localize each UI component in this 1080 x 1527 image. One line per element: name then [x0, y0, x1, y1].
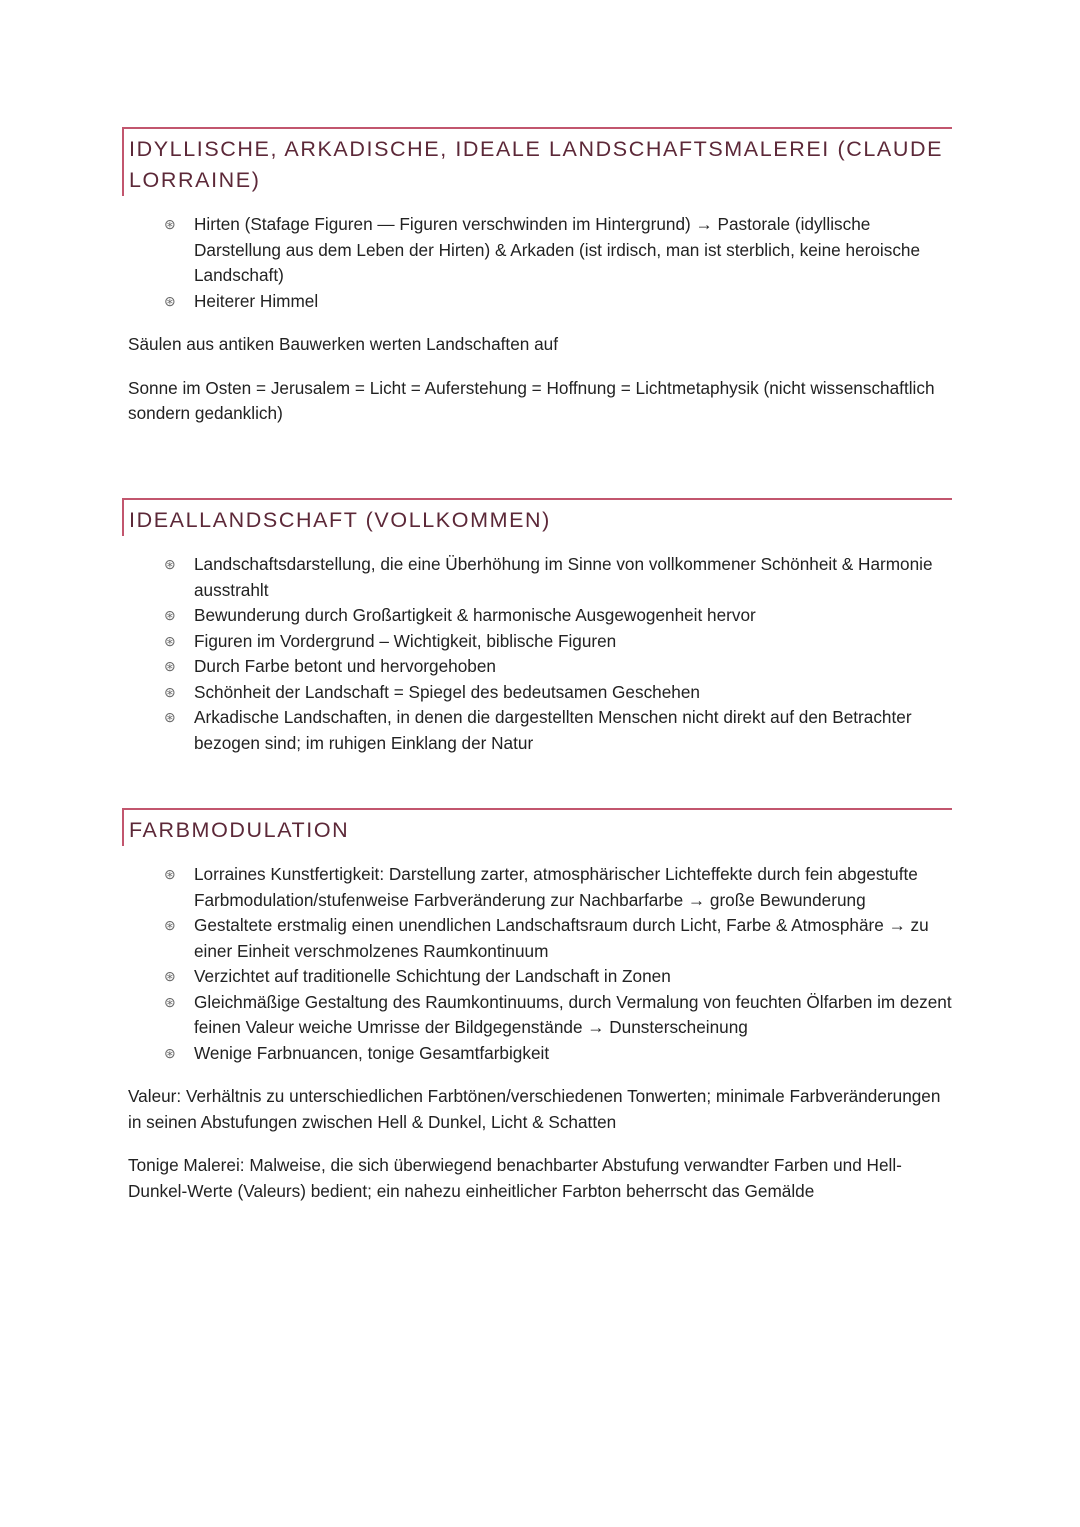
- list-item: ⊛ Durch Farbe betont und hervorgehoben: [194, 654, 952, 680]
- list-item: ⊛ Bewunderung durch Großartigkeit & harmonische Ausgewogenheit hervor: [194, 603, 952, 629]
- bullet-icon: ⊛: [164, 993, 176, 1010]
- bullet-icon: ⊛: [164, 658, 176, 674]
- bullet-icon: ⊛: [164, 556, 176, 572]
- paragraph: Valeur: Verhältnis zu unterschiedlichen Farbtönen/verschiedenen Tonwerten; minimale Farbveränderungen in seinen Abstufungen zwischen Hell & Dunkel, Licht & Schatten: [128, 1086, 941, 1132]
- bullet-icon: ⊛: [164, 866, 176, 882]
- section-heading: IDEALLANDSCHAFT (VOLLKOMMEN): [122, 498, 952, 536]
- list-item: ⊛ Lorraines Kunstfertigkeit: Darstellung zarter, atmosphärischer Lichteffekte durch fein abgestufte Farbmodulation/stufenweise Farbveränderung zur Nachbarfarbe → große Bewunderung: [164, 864, 918, 910]
- bullet-list: [122, 552, 952, 756]
- bullet-list: [122, 212, 952, 314]
- section-heading: FARBMODULATION: [122, 808, 952, 846]
- bullet-list: [122, 862, 952, 1066]
- bullet-icon: ⊛: [164, 917, 176, 933]
- section-heading: IDYLLISCHE, ARKADISCHE, IDEALE LANDSCHAFTSMALEREI (CLAUDE LORRAINE): [122, 127, 952, 196]
- list-item: ⊛ Wenige Farbnuancen, tonige Gesamtfarbigkeit: [194, 1041, 952, 1067]
- bullet-icon: ⊛: [164, 632, 176, 649]
- section-idyllic: [122, 127, 952, 427]
- list-item: ⊛ Heiterer Himmel: [194, 289, 952, 315]
- list-item: ⊛ Hirten (Stafage Figuren — Figuren verschwinden im Hintergrund) → Pastorale (idyllische Darstellung aus dem Leben der Hirten) & Arkaden (ist irdisch, man ist sterblich, keine heroische Landschaft): [164, 214, 921, 285]
- bullet-icon: ⊛: [164, 709, 176, 725]
- bullet-icon: ⊛: [164, 968, 176, 984]
- bullet-icon: ⊛: [164, 683, 176, 700]
- paragraph: Tonige Malerei: Malweise, die sich überwiegend benachbarter Abstufung verwandter Farben und Hell-Dunkel-Werte (Valeurs) bedient; ein nahezu einheitlicher Farbton beherrscht das Gemälde: [128, 1155, 902, 1201]
- list-item: ⊛ Arkadische Landschaften, in denen die dargestellten Menschen nicht direkt auf den Betrachter bezogen sind; im ruhigen Einklang der Natur: [164, 707, 912, 753]
- bullet-icon: ⊛: [164, 607, 176, 623]
- section-ideal-landscape: [122, 498, 952, 756]
- list-item: ⊛ Gestaltete erstmalig einen unendlichen Landschaftsraum durch Licht, Farbe & Atmosphäre → zu einer Einheit verschmolzenes Raumkontinuum: [164, 915, 929, 961]
- bullet-icon: ⊛: [164, 216, 176, 232]
- list-item: ⊛ Figuren im Vordergrund – Wichtigkeit, biblische Figuren: [194, 629, 952, 655]
- paragraph: Sonne im Osten = Jerusalem = Licht = Auferstehung = Hoffnung = Lichtmetaphysik (nicht wissenschaftlich sondern gedanklich): [128, 377, 935, 423]
- list-item: ⊛ Verzichtet auf traditionelle Schichtung der Landschaft in Zonen: [194, 964, 952, 990]
- paragraph: Säulen aus antiken Bauwerken werten Landschaften auf: [128, 334, 558, 354]
- section-color-modulation: [122, 808, 952, 1204]
- list-item: ⊛ Schönheit der Landschaft = Spiegel des bedeutsamen Geschehen: [194, 680, 952, 706]
- bullet-icon: ⊛: [164, 1044, 176, 1061]
- list-item: ⊛ Gleichmäßige Gestaltung des Raumkontinuums, durch Vermalung von feuchten Ölfarben im dezent feinen Valeur weiche Umrisse der Bildgegenstände → Dunsterscheinung: [164, 991, 952, 1037]
- list-item: ⊛ Landschaftsdarstellung, die eine Überhöhung im Sinne von vollkommener Schönheit & Harmonie ausstrahlt: [164, 554, 933, 600]
- bullet-icon: ⊛: [164, 292, 176, 309]
